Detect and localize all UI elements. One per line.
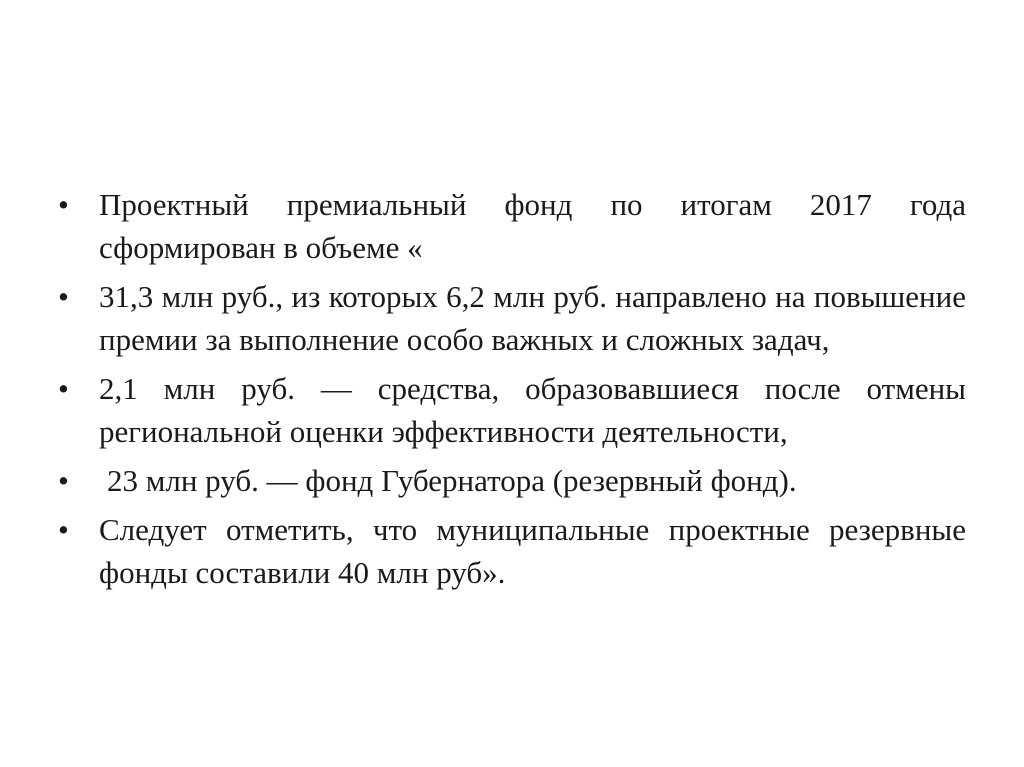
bullet-list xyxy=(58,183,966,594)
bullet-item-31-3-million xyxy=(58,275,966,361)
bullet-marker: • xyxy=(58,512,69,547)
bullet-item-municipal-funds xyxy=(58,508,966,594)
bullet-marker: • xyxy=(58,279,69,314)
bullet-text: Проектный премиальный фонд по итогам 2017 года сформирован в объеме « xyxy=(99,187,966,265)
bullet-text: 31,3 млн руб., из которых 6,2 млн руб. направлено на повышение премии за выполнение особо важных и сложных задач, xyxy=(99,279,966,357)
bullet-text: 2,1 млн руб. — средства, образовавшиеся после отмены региональной оценки эффективности деятельности, xyxy=(99,371,966,449)
bullet-marker: • xyxy=(58,463,69,498)
bullet-text: Следует отметить, что муниципальные проектные резервные фонды составили 40 млн руб». xyxy=(99,512,966,590)
bullet-item-governor-fund xyxy=(58,459,966,502)
bullet-text: 23 млн руб. — фонд Губернатора (резервный фонд). xyxy=(107,463,797,498)
bullet-item-2-1-million xyxy=(58,367,966,453)
bullet-marker: • xyxy=(58,371,69,406)
bullet-item-premium-fund xyxy=(58,183,966,269)
bullet-marker: • xyxy=(58,187,69,222)
